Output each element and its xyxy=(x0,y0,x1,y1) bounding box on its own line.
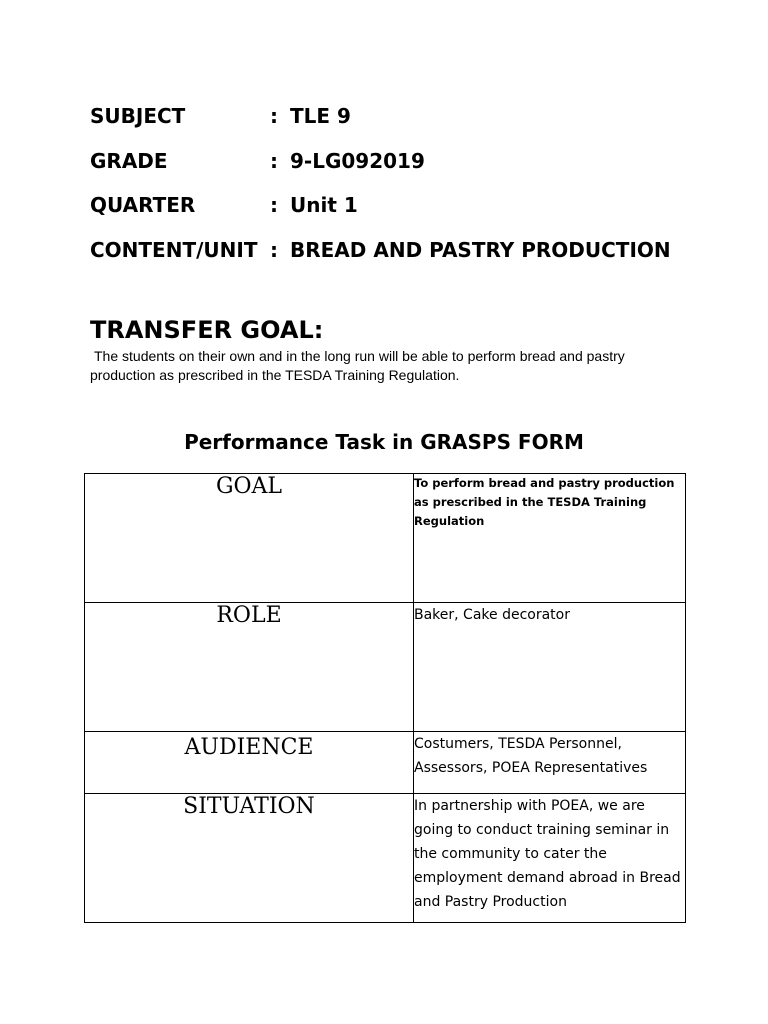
transfer-goal-heading: TRANSFER GOAL: xyxy=(90,316,324,344)
colon: : xyxy=(270,193,278,218)
document-info xyxy=(90,94,671,272)
subject-label: SUBJECT xyxy=(90,104,186,129)
table-row xyxy=(85,474,686,603)
table-row xyxy=(85,732,686,794)
role-label: ROLE xyxy=(85,603,414,732)
quarter-label: QUARTER xyxy=(90,193,196,218)
colon: : xyxy=(270,148,278,173)
info-row-subject xyxy=(90,94,671,139)
table-row xyxy=(85,603,686,732)
content-unit-label: CONTENT/UNIT xyxy=(90,237,258,262)
info-row-grade xyxy=(90,139,671,184)
grade-label: GRADE xyxy=(90,148,168,173)
situation-label: SITUATION xyxy=(85,794,414,923)
info-row-content-unit xyxy=(90,228,671,273)
table-row xyxy=(85,794,686,923)
colon: : xyxy=(270,104,278,129)
transfer-goal-text: The students on their own and in the long run will be able to perform bread and pastry production as prescribed in the TESDA Training Regulation. xyxy=(90,348,625,383)
colon: : xyxy=(270,237,278,262)
quarter-value: Unit 1 xyxy=(290,193,358,218)
situation-value: In partnership with POEA, we are going to conduct training seminar in the community to cater the employment demand abroad in Bread and Pastry Production xyxy=(414,794,686,923)
grade-value: 9-LG092019 xyxy=(290,148,425,173)
subject-value: TLE 9 xyxy=(290,104,351,129)
info-row-quarter xyxy=(90,183,671,228)
content-unit-value: BREAD AND PASTRY PRODUCTION xyxy=(290,237,671,262)
audience-value: Costumers, TESDA Personnel, Assessors, POEA Representatives xyxy=(414,732,686,794)
goal-value: To perform bread and pastry production as prescribed in the TESDA Training Regulation xyxy=(414,474,686,603)
goal-label: GOAL xyxy=(85,474,414,603)
audience-label: AUDIENCE xyxy=(85,732,414,794)
grasps-table xyxy=(84,473,686,923)
performance-task-heading: Performance Task in GRASPS FORM xyxy=(184,430,584,454)
role-value: Baker, Cake decorator xyxy=(414,603,686,732)
